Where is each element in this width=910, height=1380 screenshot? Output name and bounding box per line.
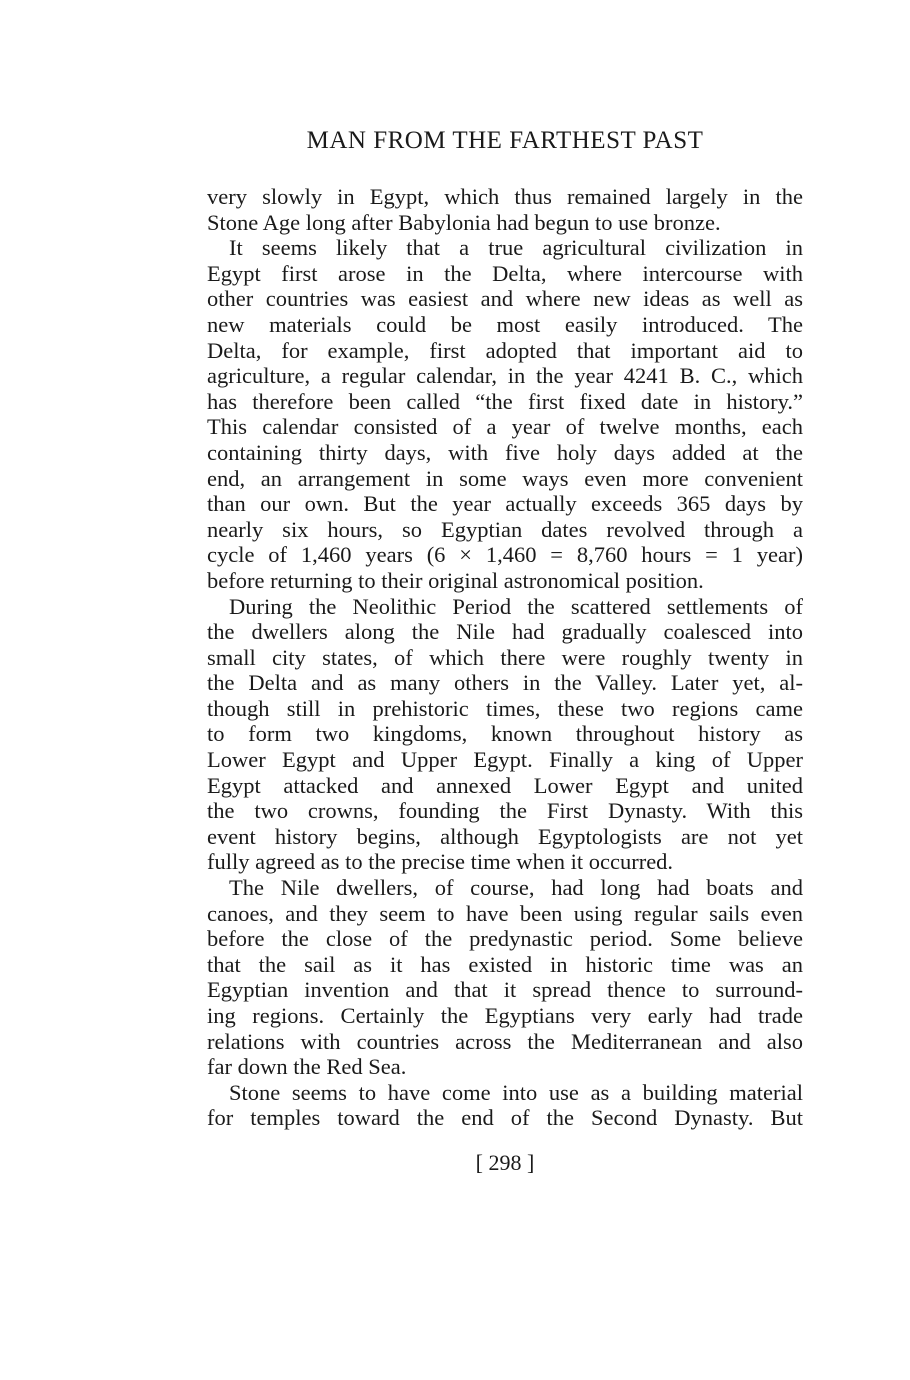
text-line: before the close of the predynastic period. Some believe xyxy=(207,926,803,952)
text-line: Delta, for example, first adopted that important aid to xyxy=(207,337,803,363)
text-line: event history begins, although Egyptologists are not yet xyxy=(207,823,803,849)
paragraph xyxy=(207,594,803,876)
text-line: cycle of 1,460 years (6 × 1,460 = 8,760 hours = 1 year) xyxy=(207,542,803,568)
text-line: very slowly in Egypt, which thus remained largely in the xyxy=(207,184,803,209)
text-line: before returning to their original astronomical position. xyxy=(207,567,704,593)
text-line: to form two kingdoms, known throughout history as xyxy=(207,721,803,747)
text-line: small city states, of which there were roughly twenty in xyxy=(207,644,803,670)
text-line: relations with countries across the Mediterranean and also xyxy=(207,1028,803,1054)
text-line: other countries was easiest and where new ideas as well as xyxy=(207,286,803,312)
text-line: far down the Red Sea. xyxy=(207,1054,407,1080)
text-line: the Delta and as many others in the Valley. Later yet, al- xyxy=(207,670,803,696)
text-line: end, an arrangement in some ways even more convenient xyxy=(207,465,803,491)
page-number: [ 298 ] xyxy=(475,1150,535,1175)
text-line: Stone Age long after Babylonia had begun to use bronze. xyxy=(207,209,721,235)
paragraph xyxy=(207,184,803,235)
text-line: that the sail as it has existed in historic time was an xyxy=(207,951,803,977)
text-line: Egypt first arose in the Delta, where intercourse with xyxy=(207,260,803,286)
text-line: Egyptian invention and that it spread thence to surround- xyxy=(207,977,803,1003)
text-line: the dwellers along the Nile had gradually coalesced into xyxy=(207,619,803,645)
text-line: containing thirty days, with five holy days added at the xyxy=(207,439,803,465)
text-line: for temples toward the end of the Second Dynasty. But xyxy=(207,1105,803,1131)
text-line: This calendar consisted of a year of twelve months, each xyxy=(207,414,803,440)
text-line: Stone seems to have come into use as a building material xyxy=(229,1079,803,1105)
text-line: new materials could be most easily introduced. The xyxy=(207,311,803,337)
text-line: Lower Egypt and Upper Egypt. Finally a king of Upper xyxy=(207,747,803,773)
text-line: though still in prehistoric times, these two regions came xyxy=(207,695,803,721)
text-line: The Nile dwellers, of course, had long had boats and xyxy=(229,875,803,901)
text-line: nearly six hours, so Egyptian dates revolved through a xyxy=(207,516,803,542)
text-line: the two crowns, founding the First Dynasty. With this xyxy=(207,798,803,824)
text-line: has therefore been called “the first fixed date in history.” xyxy=(207,388,803,414)
text-line: agriculture, a regular calendar, in the year 4241 B. C., which xyxy=(207,363,803,389)
text-line: It seems likely that a true agricultural civilization in xyxy=(229,235,803,261)
text-line: Egypt attacked and annexed Lower Egypt and united xyxy=(207,772,803,798)
running-head: MAN FROM THE FARTHEST PAST xyxy=(306,127,704,154)
paragraph xyxy=(207,235,803,593)
text-line: than our own. But the year actually exceeds 365 days by xyxy=(207,491,803,517)
paragraph xyxy=(207,875,803,1080)
text-line: During the Neolithic Period the scattered settlements of xyxy=(229,593,803,619)
text-line: ing regions. Certainly the Egyptians very early had trade xyxy=(207,1003,803,1028)
text-line: fully agreed as to the precise time when it occurred. xyxy=(207,849,674,875)
text-line: canoes, and they seem to have been using regular sails even xyxy=(207,900,803,926)
paragraph xyxy=(207,1080,803,1131)
body-text xyxy=(207,184,803,1131)
